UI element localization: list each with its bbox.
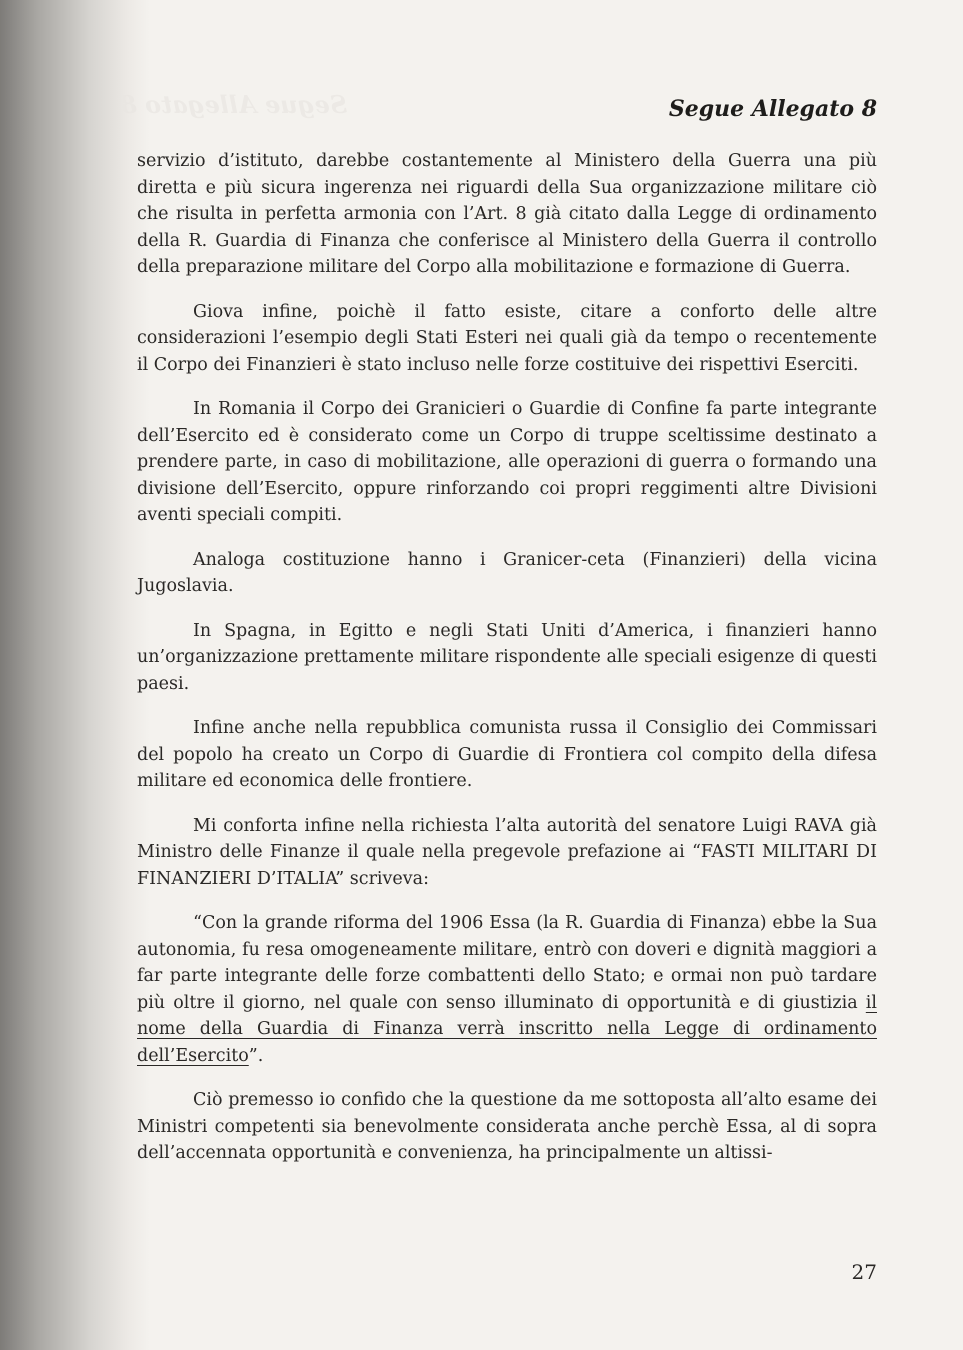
paragraph-3: In Romania il Corpo dei Granicieri o Guardie di Confine fa parte integrante dell’Esercito ed è considerato come un Corpo di truppe sceltissime destinato a prendere parte, in caso di mobilitazione, alle operazioni di guerra o formando una divisione dell’Esercito, oppure rinforzando coi propri reggimenti altre Divisioni aventi speciali compiti. bbox=[137, 399, 877, 525]
paragraph-5: In Spagna, in Egitto e negli Stati Uniti d’America, i finanzieri hanno un’organizzazione prettamente militare rispondente alle speciali esigenze di questi paesi. bbox=[137, 620, 877, 694]
page-number: 27 bbox=[851, 1260, 877, 1284]
paragraph-2: Giova infine, poichè il fatto esiste, citare a conforto delle altre considerazioni l’esempio degli Stati Esteri nei quali già da tempo o recentemente il Corpo dei Finanzieri è stato incluso nelle forze costituive dei rispettivi Eserciti. bbox=[137, 301, 877, 375]
paragraph-6: Infine anche nella repubblica comunista russa il Consiglio dei Commissari del popolo ha creato un Corpo di Guardie di Frontiera col compito della difesa militare ed economica delle frontiere. bbox=[137, 718, 877, 791]
quote-text-start: “Con la grande riforma del 1906 Essa (la R. Guardia di Finanza) ebbe la Sua autonomia, fu resa omogeneamente militare, entrò con doveri e dignità maggiori a far parte integrante delle forze combattenti dello Stato; e ormai non può tardare più oltre il giorno, nel quale con senso illuminato di opportunità e di giustizia bbox=[137, 913, 877, 1013]
page-gutter-shadow bbox=[0, 0, 150, 1350]
document-body bbox=[137, 148, 877, 1185]
bleed-through-text: Segue Allegato 8 bbox=[120, 90, 348, 119]
quote-text-end: ”. bbox=[248, 1045, 264, 1066]
paragraph-1: servizio d’istituto, darebbe costantemente al Ministero della Guerra una più diretta e più sicura ingerenza nei riguardi della Sua organizzazione militare ciò che risulta in perfetta armonia con l’Art. 8 già citato dalla Legge di ordinamento della R. Guardia di Finanza che conferisce al Ministero della Guerra il controllo della preparazione militare del Corpo alla mobilitazione e formazione di Guerra. bbox=[137, 151, 877, 277]
paragraph-9: Ciò premesso io confido che la questione da me sottoposta all’alto esame dei Ministri competenti sia benevolmente considerata anche perchè Essa, al di sopra dell’accennata opportunità e convenienza, ha principalmente un altissi- bbox=[137, 1090, 877, 1163]
quote-underlined-text: il nome della Guardia di Finanza verrà inscritto nella Legge di ordinamento dell’Esercito bbox=[137, 992, 877, 1066]
page-header: Segue Allegato 8 bbox=[668, 96, 877, 122]
paragraph-7: Mi conforta infine nella richiesta l’alta autorità del senatore Luigi RAVA già Ministro delle Finanze il quale nella pregevole prefazione ai “FASTI MILITARI DI FINANZIERI D’ITALIA” scriveva: bbox=[137, 815, 877, 889]
paragraph-8-quote bbox=[137, 910, 877, 1069]
paragraph-4: Analoga costituzione hanno i Granicer-ceta (Finanzieri) della vicina Jugoslavia. bbox=[137, 549, 877, 596]
